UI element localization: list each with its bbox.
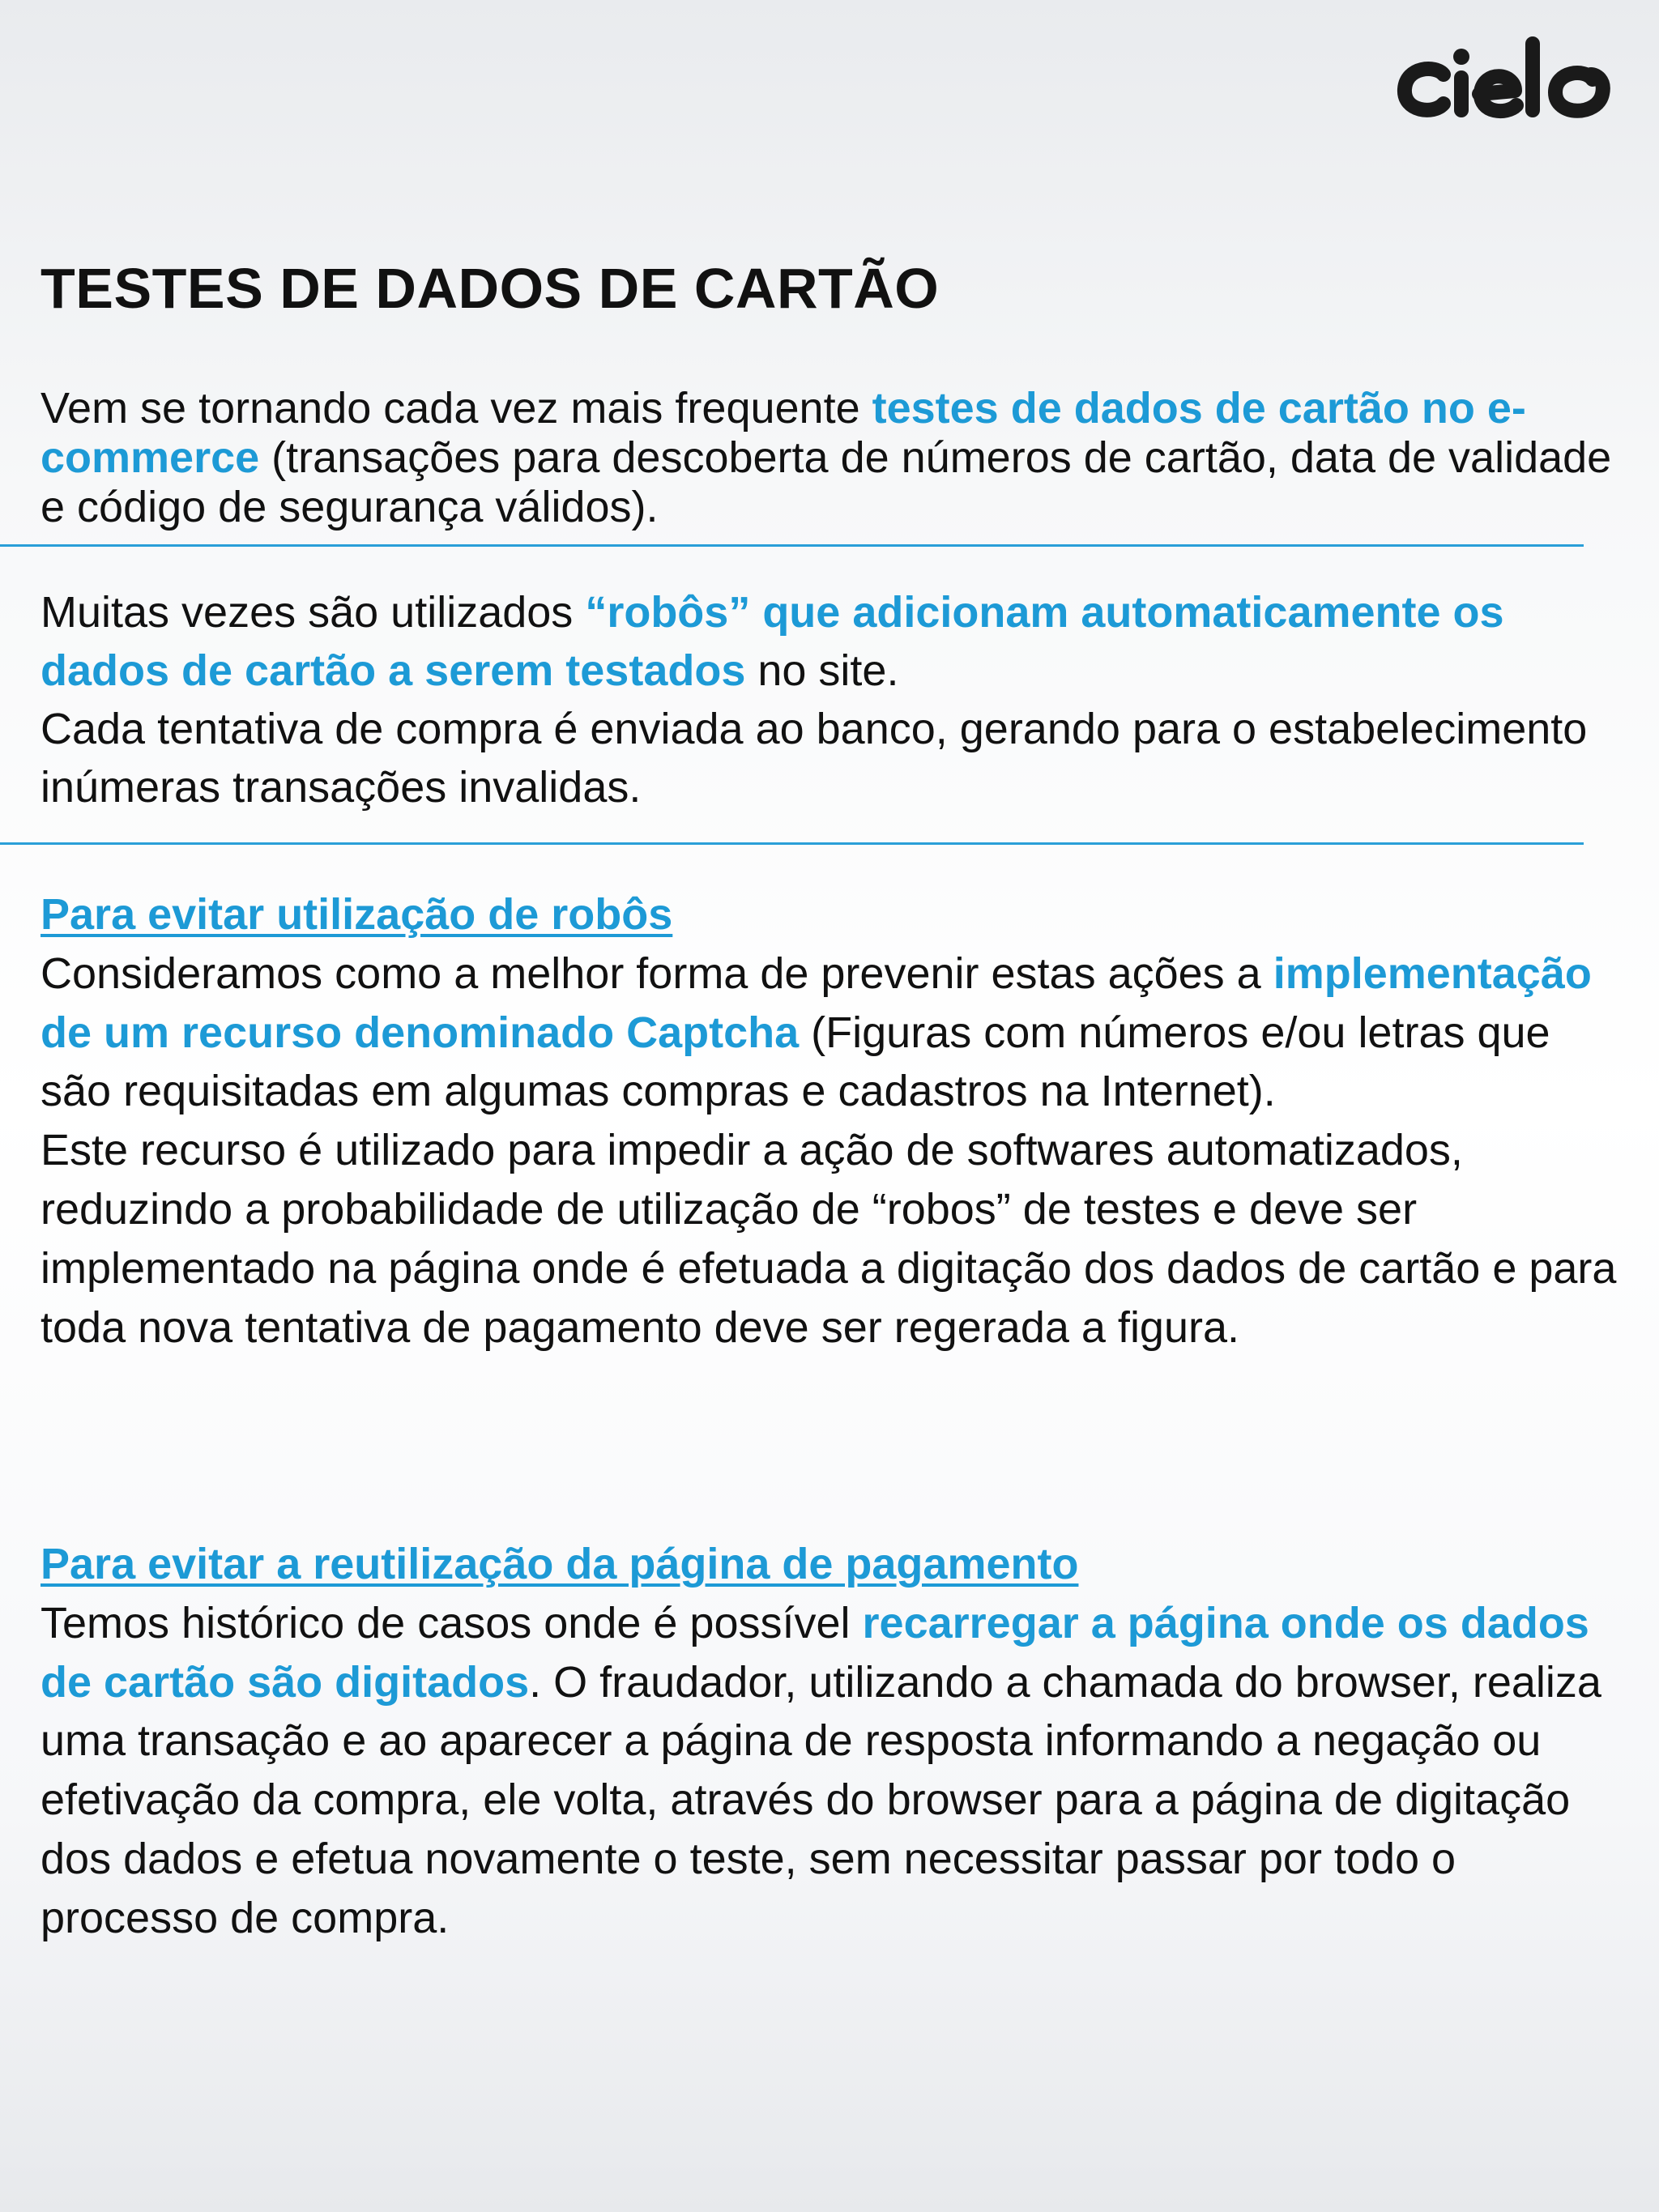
cielo-logo-icon <box>1393 32 1628 130</box>
section-robots-heading: Para evitar utilização de robôs <box>41 890 673 939</box>
intro-text-2: (transações para descoberta de números de cartão, data de validade e código de segurança válidos). <box>41 433 1612 531</box>
section-robots <box>41 885 1620 1357</box>
cielo-logo-text <box>1628 32 1629 33</box>
section-reuse <box>41 1535 1620 1948</box>
intro-text-1: Vem se tornando cada vez mais frequente <box>41 384 872 433</box>
section-reuse-paragraph <box>41 1594 1620 1948</box>
section-divider <box>0 544 1584 547</box>
intro-paragraph <box>41 384 1620 532</box>
section-robots-text-1: Consideramos como a melhor forma de prevenir estas ações a <box>41 948 1273 998</box>
section-divider <box>0 842 1584 845</box>
section-reuse-heading: Para evitar a reutilização da página de pagamento <box>41 1540 1079 1588</box>
page-title: TESTES DE DADOS DE CARTÃO <box>41 257 940 320</box>
section-robots-text-2: (Figuras com números e/ou letras que são requisitadas em algumas compras e cadastros na Internet). <box>41 1008 1550 1116</box>
section-robots-text-3: Este recurso é utilizado para impedir a ação de softwares automatizados, reduzindo a probabilidade de utilização de “robos” de testes e deve ser implementado na página onde é efetuada a digitação dos dados de cartão e para toda nova tentativa de pagamento deve ser regerada a figura. <box>41 1126 1617 1352</box>
robots-intro-paragraph <box>41 583 1620 816</box>
section-robots-highlight: implementação de um recurso denominado Captcha <box>41 948 1592 1057</box>
robots-intro-text-1: Muitas vezes são utilizados <box>41 588 586 637</box>
robots-intro-text-2: no site. <box>745 646 899 695</box>
section-robots-paragraph <box>41 944 1620 1121</box>
section-reuse-highlight: recarregar a página onde os dados de cartão são digitados <box>41 1598 1589 1707</box>
robots-intro-text-3: Cada tentativa de compra é enviada ao banco, gerando para o estabelecimento inúmeras transações invalidas. <box>41 705 1588 812</box>
section-reuse-text-1: Temos histórico de casos onde é possível <box>41 1598 863 1647</box>
robots-intro-line <box>41 583 1620 700</box>
robots-intro-highlight: “robôs” que adicionam automaticamente os dados de cartão a serem testados <box>41 588 1504 695</box>
intro-highlight: testes de dados de cartão no e-commerce <box>41 384 1526 482</box>
section-reuse-text-2: . O fraudador, utilizando a chamada do browser, realiza uma transação e ao aparecer a página de resposta informando a negação ou efetivação da compra, ele volta, através do browser para a página de digitação dos dados e efetua novamente o teste, sem necessitar passar por todo o processo de compra. <box>41 1657 1601 1942</box>
cielo-logo <box>1393 32 1628 130</box>
